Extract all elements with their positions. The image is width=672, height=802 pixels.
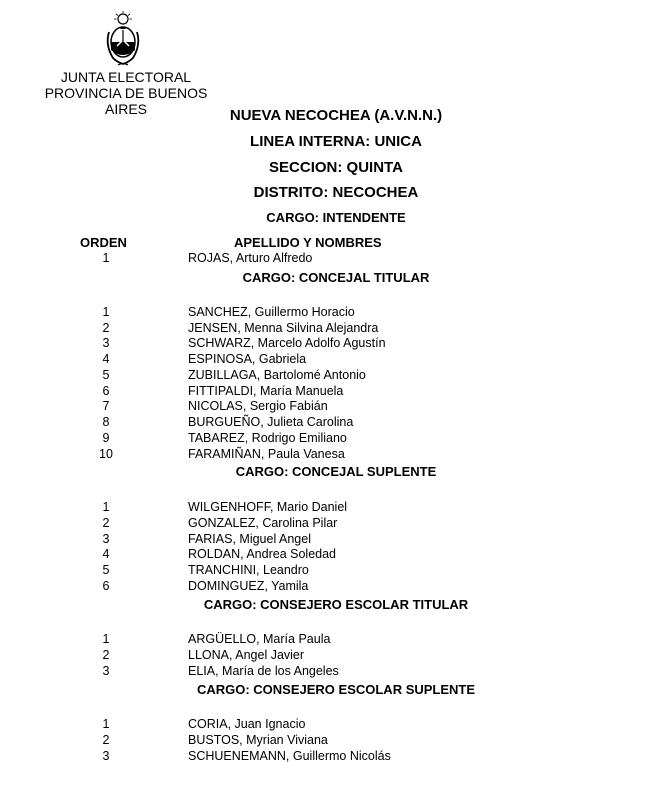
candidate-name: SCHWARZ, Marcelo Adolfo Agustín (188, 336, 386, 350)
candidate-name: GONZALEZ, Carolina Pilar (188, 516, 338, 530)
party-title: NUEVA NECOCHEA (A.V.N.N.) (229, 107, 443, 124)
candidate-name: BURGUEÑO, Julieta Carolina (188, 415, 354, 429)
candidate-row (0, 515, 672, 531)
cargo-heading: CARGO: CONSEJERO ESCOLAR TITULAR (203, 597, 469, 612)
orden-number: 8 (102, 415, 110, 429)
candidate-name: ESPINOSA, Gabriela (188, 352, 307, 366)
candidate-name: SCHUENEMANN, Guillermo Nicolás (188, 749, 391, 763)
candidate-name: FARAMIÑAN, Paula Vanesa (188, 447, 345, 461)
candidate-name: WILGENHOFF, Mario Daniel (188, 500, 348, 514)
candidate-row (0, 250, 672, 266)
institution-line-1: JUNTA ELECTORAL (60, 69, 192, 85)
orden-number: 5 (102, 368, 110, 382)
distrito-title: DISTRITO: NECOCHEA (253, 184, 419, 201)
orden-number: 6 (102, 384, 110, 398)
candidate-row (0, 647, 672, 663)
orden-number: 4 (102, 547, 110, 561)
seccion-title: SECCION: QUINTA (269, 159, 403, 176)
orden-number: 5 (102, 563, 110, 577)
column-header-nombres: APELLIDO Y NOMBRES (234, 235, 382, 250)
candidate-row (0, 446, 672, 462)
cargo-heading: CARGO: CONCEJAL SUPLENTE (235, 464, 437, 479)
candidate-row (0, 335, 672, 351)
candidate-name: ROJAS, Arturo Alfredo (188, 251, 313, 265)
linea-title: LINEA INTERNA: UNICA (250, 133, 422, 150)
candidate-row (0, 663, 672, 679)
candidate-name: NICOLAS, Sergio Fabián (188, 399, 328, 413)
candidate-row (0, 383, 672, 399)
candidate-row (0, 367, 672, 383)
candidate-row (0, 631, 672, 647)
candidate-name: FARIAS, Miguel Angel (188, 532, 311, 546)
orden-number: 2 (102, 733, 110, 747)
column-header-orden: ORDEN (80, 235, 127, 250)
orden-number: 1 (102, 500, 110, 514)
cargo-heading: CARGO: CONCEJAL TITULAR (242, 270, 430, 285)
orden-number: 10 (99, 447, 113, 461)
candidate-name: ZUBILLAGA, Bartolomé Antonio (188, 368, 366, 382)
orden-number: 6 (102, 579, 110, 593)
orden-number: 7 (102, 399, 110, 413)
candidate-row (0, 578, 672, 594)
candidate-row (0, 716, 672, 732)
orden-number: 3 (102, 532, 110, 546)
candidate-name: TABAREZ, Rodrigo Emiliano (188, 431, 347, 445)
candidate-name: CORIA, Juan Ignacio (188, 717, 306, 731)
orden-number: 3 (102, 336, 110, 350)
candidate-row (0, 546, 672, 562)
candidate-name: BUSTOS, Myrian Viviana (188, 733, 328, 747)
candidate-name: TRANCHINI, Leandro (188, 563, 309, 577)
institution-line-2: PROVINCIA DE BUENOS AIRES (44, 85, 208, 117)
candidate-row (0, 398, 672, 414)
cargo-heading: CARGO: CONSEJERO ESCOLAR SUPLENTE (196, 682, 476, 697)
candidate-name: SANCHEZ, Guillermo Horacio (188, 305, 355, 319)
cargo-heading: CARGO: INTENDENTE (266, 210, 406, 225)
candidate-row (0, 732, 672, 748)
candidate-name: ARGÜELLO, María Paula (188, 632, 331, 646)
provincial-seal-icon (103, 10, 143, 68)
candidate-name: ELIA, María de los Angeles (188, 664, 339, 678)
orden-number: 2 (102, 516, 110, 530)
candidate-name: DOMINGUEZ, Yamila (188, 579, 309, 593)
candidate-name: FITTIPALDI, María Manuela (188, 384, 344, 398)
candidate-row (0, 748, 672, 764)
candidate-row (0, 414, 672, 430)
orden-number: 4 (102, 352, 110, 366)
orden-number: 1 (102, 632, 110, 646)
candidate-row (0, 430, 672, 446)
candidate-row (0, 320, 672, 336)
orden-number: 3 (102, 749, 110, 763)
orden-number: 1 (102, 251, 110, 265)
orden-number: 1 (102, 305, 110, 319)
candidate-name: ROLDAN, Andrea Soledad (188, 547, 337, 561)
orden-number: 1 (102, 717, 110, 731)
orden-number: 2 (102, 648, 110, 662)
candidate-row (0, 531, 672, 547)
candidate-row (0, 499, 672, 515)
candidate-name: JENSEN, Menna Silvina Alejandra (188, 321, 379, 335)
candidate-name: LLONA, Angel Javier (188, 648, 305, 662)
orden-number: 3 (102, 664, 110, 678)
candidate-row (0, 304, 672, 320)
candidate-row (0, 351, 672, 367)
orden-number: 2 (102, 321, 110, 335)
orden-number: 9 (102, 431, 110, 445)
candidate-row (0, 562, 672, 578)
